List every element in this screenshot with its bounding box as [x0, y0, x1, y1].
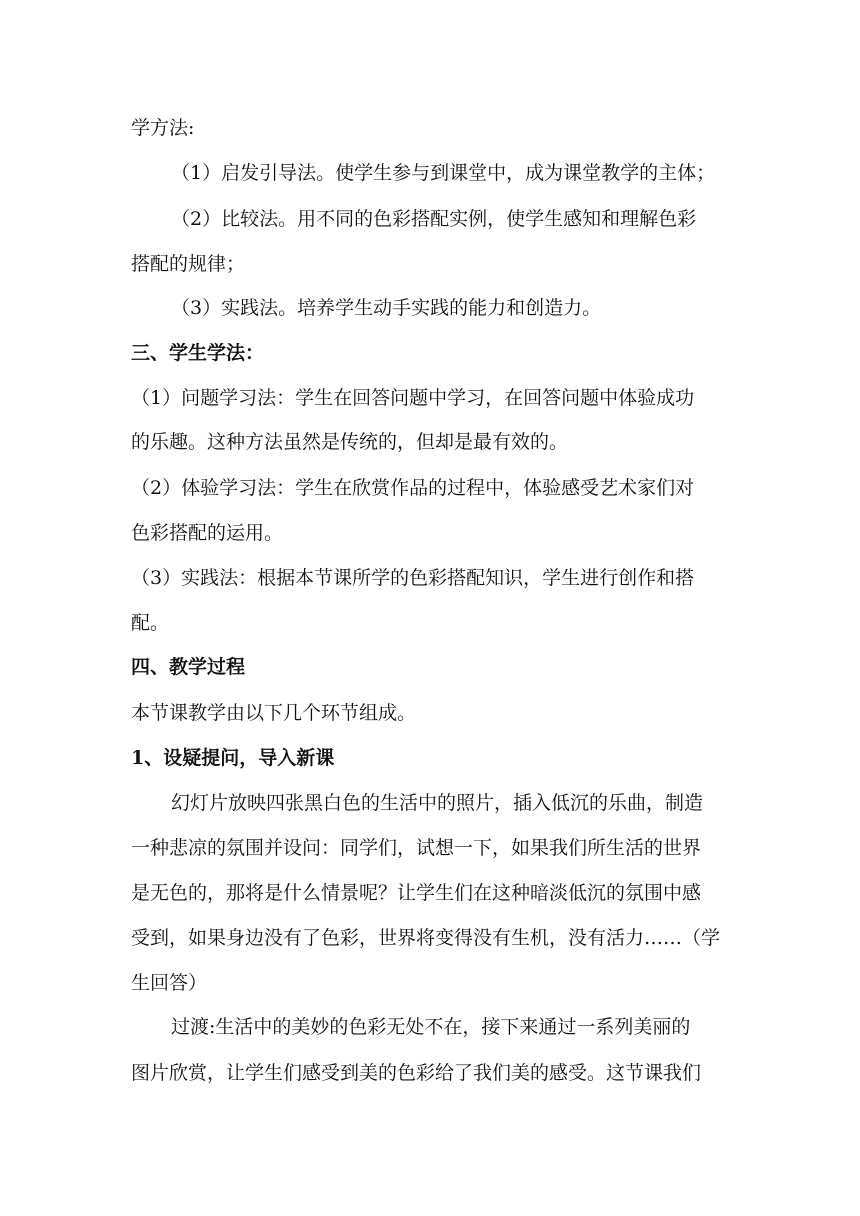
paragraph-line: （2）比较法。用不同的色彩搭配实例，使学生感知和理解色彩 — [171, 208, 697, 230]
paragraph-line: 生回答） — [131, 972, 208, 994]
paragraph-line: 是无色的，那将是什么情景呢？让学生们在这种暗淡低沉的氛围中感 — [131, 882, 702, 904]
paragraph-line: 受到，如果身边没有了色彩，世界将变得没有生机，没有活力……（学 — [131, 927, 721, 949]
paragraph-line: 本节课教学由以下几个环节组成。 — [131, 702, 417, 724]
paragraph-line: （3）实践法。培养学生动手实践的能力和创造力。 — [171, 297, 602, 319]
paragraph-line: 幻灯片放映四张黑白色的生活中的照片，插入低沉的乐曲，制造 — [171, 792, 704, 814]
section-heading: 1、设疑提问，导入新课 — [131, 747, 335, 769]
paragraph-line: 过渡:生活中的美妙的色彩无处不在，接下来通过一系列美丽的 — [171, 1016, 691, 1038]
paragraph-line: （3）实践法：根据本节课所学的色彩搭配知识，学生进行创作和搭 — [131, 567, 695, 589]
section-heading: 三、学生学法： — [131, 342, 265, 364]
paragraph-line: 配。 — [131, 612, 170, 634]
section-heading: 四、教学过程 — [131, 656, 246, 678]
paragraph-line: 色彩搭配的运用。 — [131, 522, 284, 544]
paragraph-line: （1）启发引导法。使学生参与到课堂中，成为课堂教学的主体； — [171, 162, 716, 184]
paragraph-line: 学方法: — [131, 117, 195, 139]
paragraph-line: 一种悲凉的氛围并设问：同学们，试想一下，如果我们所生活的世界 — [131, 837, 702, 859]
paragraph-line: 的乐趣。这种方法虽然是传统的，但却是最有效的。 — [131, 431, 569, 453]
paragraph-line: 搭配的规律； — [131, 253, 246, 275]
paragraph-line: （2）体验学习法：学生在欣赏作品的过程中，体验感受艺术家们对 — [131, 477, 695, 499]
paragraph-line: （1）问题学习法：学生在回答问题中学习，在回答问题中体验成功 — [131, 387, 695, 409]
paragraph-line: 图片欣赏，让学生们感受到美的色彩给了我们美的感受。这节课我们 — [131, 1062, 702, 1084]
